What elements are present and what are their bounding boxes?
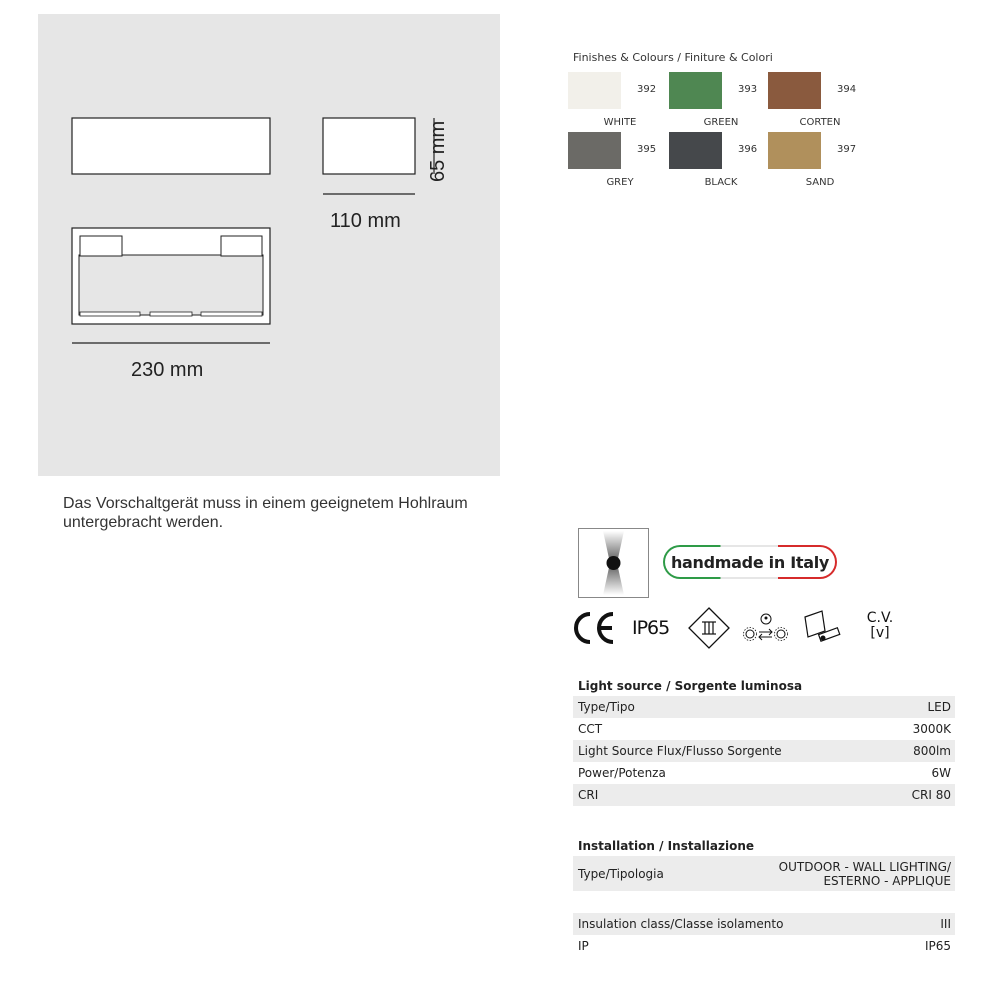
swatch-name: BLACK bbox=[704, 177, 738, 188]
height-dimension-label: 65 mm bbox=[427, 120, 449, 182]
dimmer-mark bbox=[743, 612, 789, 648]
swatch-name: SAND bbox=[805, 177, 835, 188]
technical-drawing-panel bbox=[38, 14, 500, 476]
swatch-code: 395 bbox=[637, 144, 657, 155]
swatch-code: 393 bbox=[738, 84, 758, 95]
swatch-green bbox=[669, 72, 722, 109]
swatch-name: WHITE bbox=[603, 117, 637, 128]
swatch-grey bbox=[568, 132, 621, 169]
width-dimension-label: 230 mm bbox=[131, 359, 204, 381]
installation-note: Das Vorschaltgerät muss in einem geeignetem Hohlraum untergebracht werden. bbox=[63, 495, 468, 531]
ce-mark bbox=[572, 611, 618, 649]
installation-type-value bbox=[779, 860, 951, 888]
up-down-light-icon bbox=[579, 529, 648, 597]
spec-label: Light Source Flux/Flusso Sorgente bbox=[578, 744, 782, 758]
spec-row bbox=[573, 740, 955, 762]
spec-label: CCT bbox=[578, 722, 603, 736]
swatch-corten bbox=[768, 72, 821, 109]
spec-row bbox=[573, 696, 955, 718]
light-source-heading: Light source / Sorgente luminosa bbox=[578, 679, 803, 693]
spec-value: IP65 bbox=[924, 939, 951, 953]
technical-drawing bbox=[38, 14, 500, 476]
spec-value: 6W bbox=[931, 766, 951, 780]
side-view bbox=[323, 118, 415, 174]
swatch-white bbox=[568, 72, 621, 109]
depth-dimension-label: 110 mm bbox=[330, 210, 401, 232]
swatch-name: GREY bbox=[606, 177, 634, 188]
cv-mark-line2: [v] bbox=[870, 625, 890, 641]
installation-type-row bbox=[573, 856, 955, 891]
wall-mount-icon bbox=[802, 609, 842, 645]
swatch-sand bbox=[768, 132, 821, 169]
ip-rating-mark: IP65 bbox=[632, 617, 670, 639]
swatch-code: 397 bbox=[837, 144, 857, 155]
spec-row bbox=[573, 913, 955, 935]
spec-row bbox=[573, 718, 955, 740]
installation-type-value-line1: OUTDOOR - WALL LIGHTING/ bbox=[778, 859, 951, 874]
cv-mark-line1: C.V. bbox=[866, 610, 894, 626]
swatch-name: GREEN bbox=[703, 117, 739, 128]
handmade-in-italy-badge: handmade in Italy bbox=[663, 545, 837, 579]
spec-label: Insulation class/Classe isolamento bbox=[578, 917, 784, 931]
installation-type-value-line2: ESTERNO - APPLIQUE bbox=[823, 873, 951, 888]
spec-label: Type/Tipo bbox=[578, 700, 635, 714]
bottom-view bbox=[72, 228, 270, 324]
spec-value: 3000K bbox=[912, 722, 951, 736]
spec-value: LED bbox=[927, 700, 951, 714]
front-view bbox=[72, 118, 270, 174]
spec-label: CRI bbox=[578, 788, 599, 802]
cv-mark bbox=[864, 611, 896, 641]
insulation-class-iii-mark bbox=[688, 607, 730, 653]
spec-row bbox=[573, 784, 955, 806]
swatch-code: 396 bbox=[738, 144, 758, 155]
finishes-title: Finishes & Colours / Finiture & Colori bbox=[573, 51, 773, 64]
insulation-class-iii-icon bbox=[688, 607, 730, 649]
spec-row bbox=[573, 762, 955, 784]
installation-heading: Installation / Installazione bbox=[578, 839, 755, 853]
spec-value: III bbox=[940, 917, 951, 931]
spec-label: Power/Potenza bbox=[578, 766, 666, 780]
spec-label: IP bbox=[578, 939, 589, 953]
spec-value: 800lm bbox=[913, 744, 951, 758]
spec-value: CRI 80 bbox=[911, 788, 951, 802]
swatch-code: 392 bbox=[637, 84, 657, 95]
ce-mark-icon bbox=[572, 611, 618, 645]
dimmer-icon bbox=[743, 612, 789, 644]
swatch-name: CORTEN bbox=[799, 117, 841, 128]
light-emission-badge bbox=[578, 528, 649, 598]
swatch-black bbox=[669, 132, 722, 169]
installation-type-label: Type/Tipologia bbox=[578, 866, 664, 881]
wall-mount-mark bbox=[802, 609, 842, 649]
spec-row bbox=[573, 935, 955, 957]
swatch-code: 394 bbox=[837, 84, 857, 95]
